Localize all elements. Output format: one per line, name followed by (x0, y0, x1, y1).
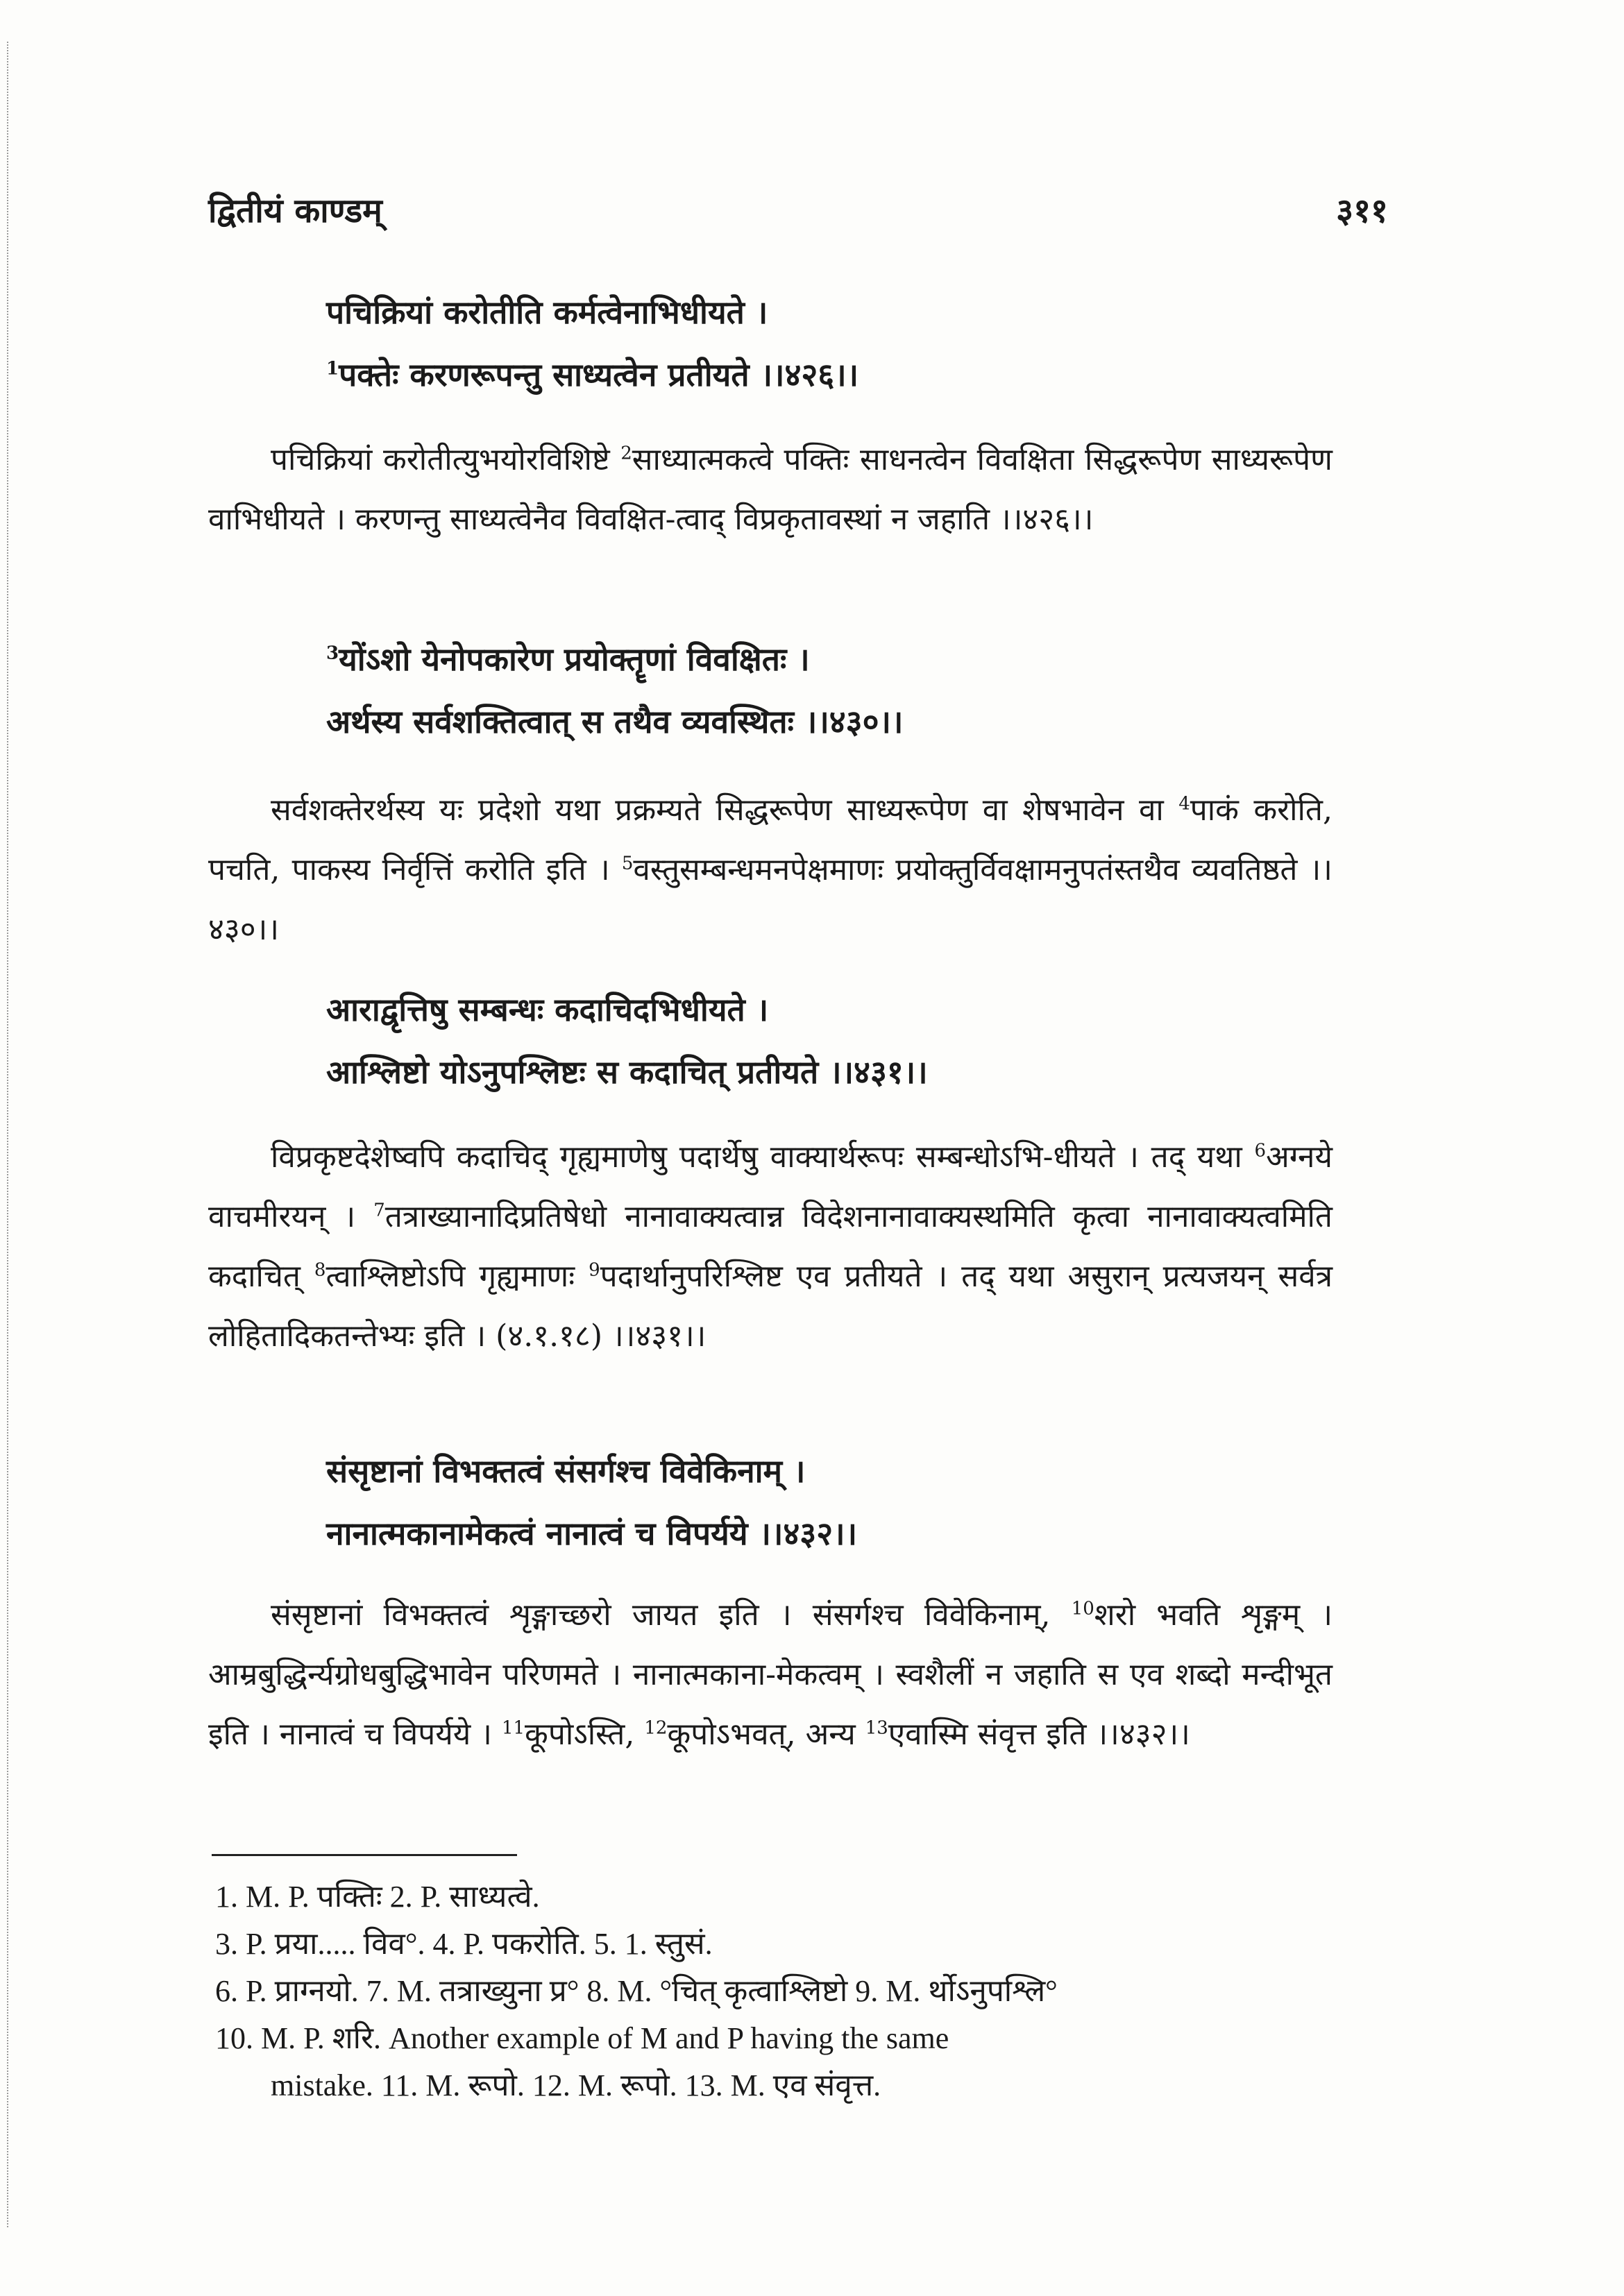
verse-line: $^1$पक्तेः करणरूपन्तु साध्यत्वेन प्रतीयते ।।४२६।। (326, 356, 859, 393)
verse-line: $^3$योंऽशो येनोपकारेण प्रयोक्तॄणां विवक्षितः । (326, 640, 810, 678)
commentary-paragraph: सर्वशक्तेरर्थस्य यः प्रदेशो यथा प्रक्रम्यते सिद्धरूपेण साध्यरूपेण वा शेषभावेन वा $^4$पाकं करोति, पचति, पाकस्य निर्वृत्तिं करोति इति । $^5$वस्तुसम्बन्धमनपेक्षमाणः प्रयोक्तुर्विवक्षामनुपतंस्तथैव व्यवतिष्ठते ।।४३०।। (208, 792, 1333, 947)
footnote-line: 3. P. प्रया..... विव°. 4. P. पकरोति. 5. 1. स्तुसं. (215, 1927, 713, 1961)
verse-line: पचिक्रियां करोतीति कर्मत्वेनाभिधीयते । (326, 294, 768, 331)
verse-431 (326, 978, 1437, 1103)
commentary-paragraph: पचिक्रियां करोतीत्युभयोरविशिष्टे $^2$साध्यात्मकत्वे पक्तिः साधनत्वेन विवक्षिता सिद्धरूपेण साध्यरूपेण वाभिधीयते । करणन्तु साध्यत्वेनैव विवक्षित-त्वाद् विप्रकृतावस्थां न जहाति ।।४२६।। (208, 442, 1333, 537)
commentary-432 (208, 1585, 1333, 1764)
commentary-429 (208, 430, 1333, 550)
verse-430 (326, 628, 1437, 753)
commentary-paragraph: विप्रकृष्टदेशेष्वपि कदाचिद् गृह्यमाणेषु पदार्थेषु वाक्यार्थरूपः सम्बन्धोऽभि-धीयते । तद् यथा $^6$अग्नये वाचमीरयन् । $^7$तत्राख्यानादिप्रतिषेधो नानावाक्यत्वान्न विदेशनानावाक्यस्थमिति कृत्वा नानावाक्यत्वमिति कदाचित् $^8$त्वाश्लिष्टोऽपि गृह्यमाणः $^9$पदार्थानुपरिश्लिष्ट एव प्रतीयते । तद् यथा असुरान् प्रत्यजयन् सर्वत्र लोहितादिकतन्तेभ्यः इति । (४.१.१८) ।।४३१।। (208, 1139, 1333, 1354)
commentary-431 (208, 1128, 1333, 1366)
verse-429 (326, 281, 1437, 406)
verse-432 (326, 1440, 1437, 1565)
footnote-line: 1. M. P. पक्तिः 2. P. साध्यत्वे. (215, 1880, 540, 1914)
running-head (208, 187, 1388, 243)
verse-line: अर्थस्य सर्वशक्तित्वात् स तथैव व्यवस्थितः ।।४३०।। (326, 703, 904, 740)
chapter-title: द्वितीयं काण्डम् (208, 192, 382, 230)
verse-line: आराद्वृत्तिषु सम्बन्धः कदाचिदभिधीयते । (326, 991, 769, 1028)
footnote-line: 6. P. प्राग्नयो. 7. M. तत्राख्युना प्र° 8. M. °चित् कृत्वाश्लिष्टो 9. M. र्थोऽनुपश्लि° (215, 1974, 1058, 2008)
verse-line: आश्लिष्टो योऽनुपश्लिष्टः स कदाचित् प्रतीयते ।।४३१।। (326, 1053, 928, 1091)
commentary-430 (208, 781, 1333, 960)
scan-edge-dots (7, 42, 10, 2227)
verse-line: संसृष्टानां विभक्तत्वं संसर्गश्च विवेकिनाम् । (326, 1452, 806, 1490)
commentary-paragraph: संसृष्टानां विभक्तत्वं शृङ्गाच्छरो जायत इति । संसर्गश्च विवेकिनाम्, $^{10}$शरो भवति शृङ्गम् । आम्रबुद्धिर्न्यग्रोधबुद्धिभावेन परिणमते । नानात्मकाना-मेकत्वम् । स्वशैलीं न जहाति स एव शब्दो मन्दीभूत इति । नानात्वं च विपर्यये । $^{11}$कूपोऽस्ति, $^{12}$कूपोऽभवत्, अन्य $^{13}$एवास्मि संवृत्त इति ।।४३२।। (208, 1597, 1333, 1752)
footnote-line: 10. M. P. शरि. Another example of M and P having the same (215, 2021, 949, 2055)
footnotes (215, 1873, 1326, 2109)
verse-line: नानात्मकानामेकत्वं नानात्वं च विपर्यये ।।४३२।। (326, 1515, 858, 1552)
footnote-divider (212, 1854, 517, 1856)
footnote-line: mistake. 11. M. रूपो. 12. M. रूपो. 13. M. एव संवृत्त. (271, 2068, 881, 2102)
page-number: ३११ (1336, 192, 1388, 230)
